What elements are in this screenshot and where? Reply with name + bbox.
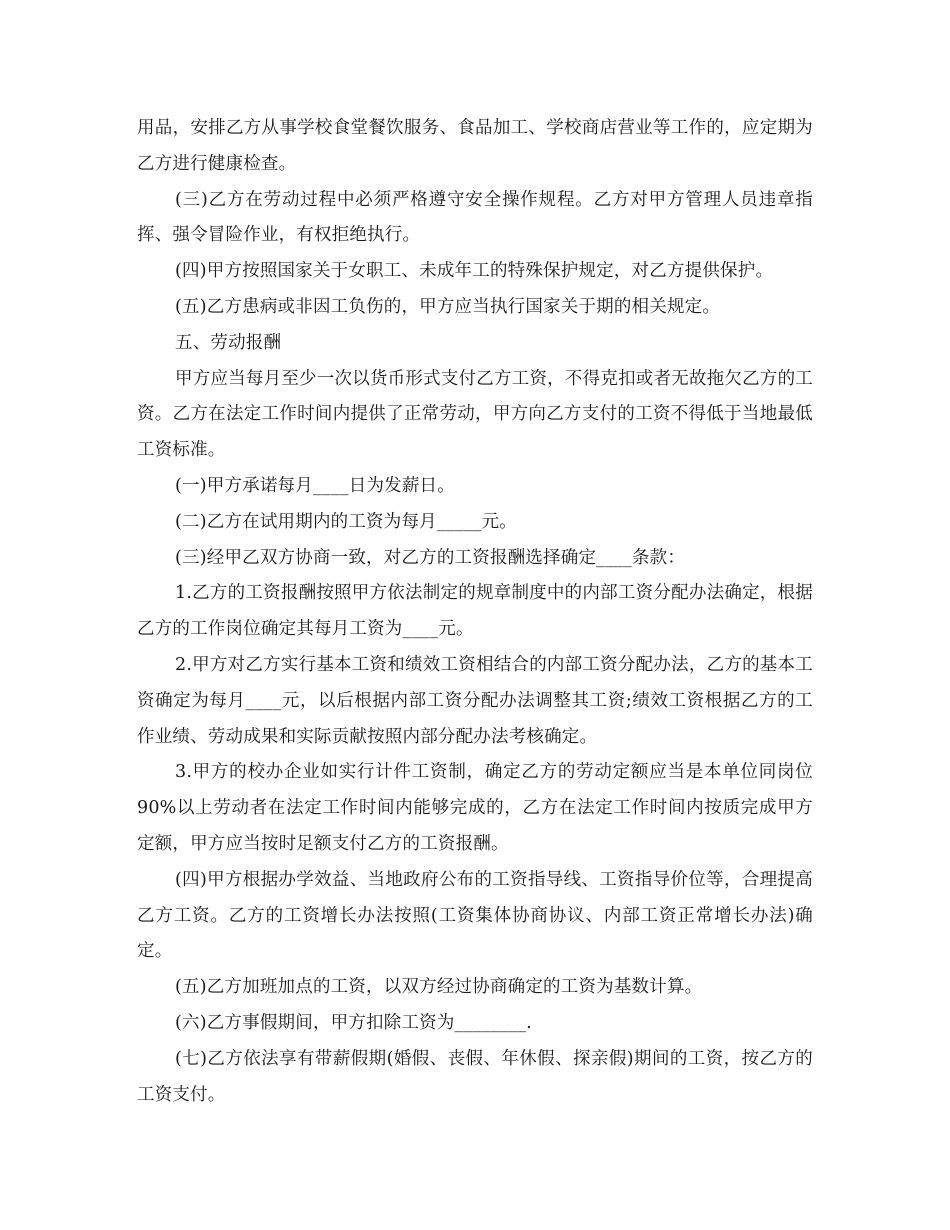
paragraph: (一)甲方承诺每月____日为发薪日。 <box>175 475 455 496</box>
paragraph: (七)乙方依法享有带薪假期(婚假、丧假、年休假、探亲假)期间的工资，按乙方的工资支付。 <box>137 1048 813 1105</box>
paragraph: (四)甲方根据办学效益、当地政府公布的工资指导线、工资指导价位等，合理提高乙方工资。乙方的工资增长办法按照(工资集体协商协议、内部工资正常增长办法)确定。 <box>137 869 813 962</box>
paragraph: 甲方应当每月至少一次以货币形式支付乙方工资，不得克扣或者无故拖欠乙方的工资。乙方在法定工作时间内提供了正常劳动，甲方向乙方支付的工资不得低于当地最低工资标准。 <box>137 368 813 461</box>
section-heading: 五、劳动报酬 <box>175 332 282 353</box>
paragraph: 用品，安排乙方从事学校食堂餐饮服务、食品加工、学校商店营业等工作的，应定期为乙方进行健康检查。 <box>137 118 813 174</box>
paragraph: (五)乙方加班加点的工资，以双方经过协商确定的工资为基数计算。 <box>175 977 703 998</box>
paragraph: 2.甲方对乙方实行基本工资和绩效工资相结合的内部工资分配办法，乙方的基本工资确定为每月____元，以后根据内部工资分配办法调整其工资;绩效工资根据乙方的工作业绩、劳动成果和实际贡献按照内部分配办法考核确定。 <box>137 654 813 747</box>
paragraph: (三)乙方在劳动过程中必须严格遵守安全操作规程。乙方对甲方管理人员违章指挥、强令冒险作业，有权拒绝执行。 <box>137 189 813 246</box>
paragraph: (五)乙方患病或非因工负伤的，甲方应当执行国家关于期的相关规定。 <box>175 296 721 317</box>
paragraph: (四)甲方按照国家关于女职工、未成年工的特殊保护规定，对乙方提供保护。 <box>175 261 774 282</box>
paragraph: 1.乙方的工资报酬按照甲方依法制定的规章制度中的内部工资分配办法确定，根据乙方的工作岗位确定其每月工资为____元。 <box>137 583 813 640</box>
paragraph: 3.甲方的校办企业如实行计件工资制，确定乙方的劳动定额应当是本单位同岗位90%以上劳动者在法定工作时间内能够完成的，乙方在法定工作时间内按质完成甲方定额，甲方应当按时足额支付乙方的工资报酬。 <box>137 762 813 854</box>
paragraph: (二)乙方在试用期内的工资为每月_____元。 <box>175 511 518 532</box>
document-body <box>137 111 813 1113</box>
paragraph: (六)乙方事假期间，甲方扣除工资为________. <box>175 1012 532 1033</box>
paragraph: (三)经甲乙双方协商一致，对乙方的工资报酬选择确定____条款： <box>175 547 686 568</box>
